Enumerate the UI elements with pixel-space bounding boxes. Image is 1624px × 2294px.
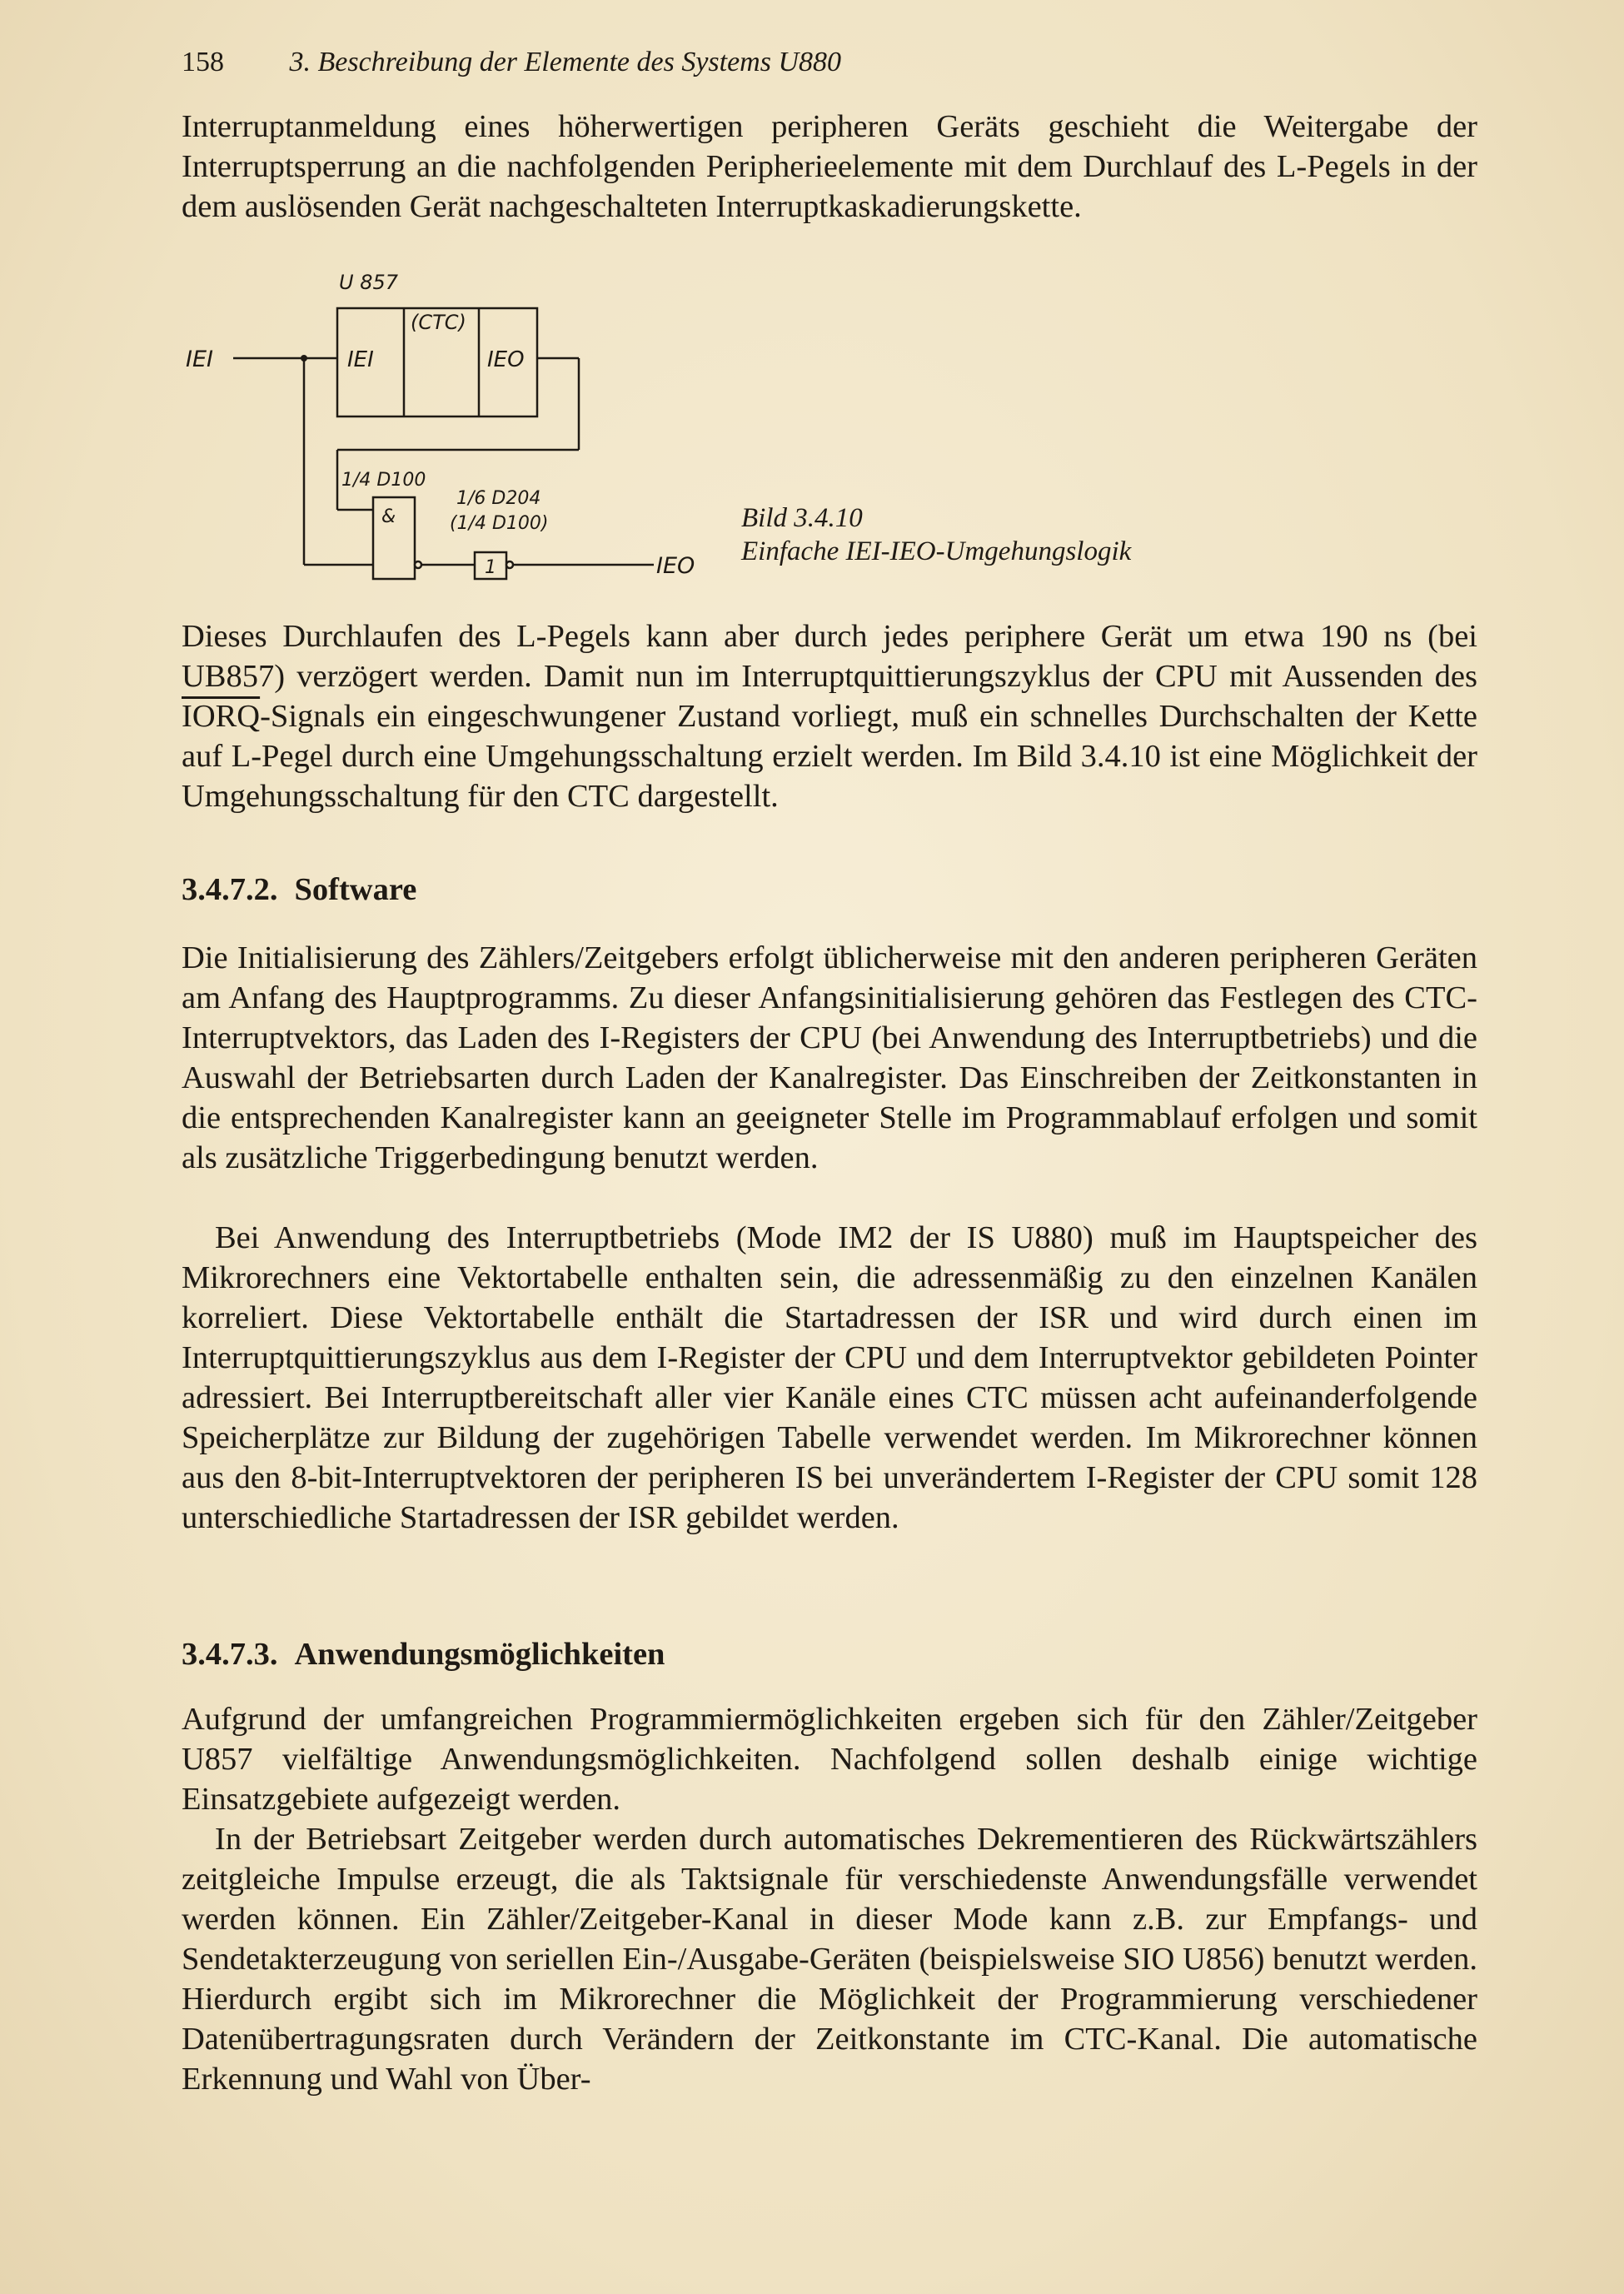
page-number: 158 bbox=[182, 47, 224, 77]
page-header bbox=[182, 47, 841, 78]
ieo-pin-label: IEO bbox=[487, 347, 525, 372]
paragraph-umgehung bbox=[182, 616, 1477, 816]
paragraph-initialisierung: Die Initialisierung des Zählers/Zeitgebers erfolgt üblicherweise mit den anderen peripheren Geräten am Anfang des Hauptprogramms. Zu dieser Anfangsinitialisierung gehören das Festlegen des CTC-Interruptvektors, das Laden des I-Registers der CPU (bei Anwendung des Interruptbetriebs) und die Auswahl der Betriebsarten durch Laden der Kanalregister. Das Einschreiben der Zeitkonstanten in die entsprechenden Kanalregister kann an geeigneter Stelle im Programmablauf erfolgen und somit als zusätzliche Triggerbedingung benutzt werden. bbox=[182, 940, 1477, 1175]
paragraph-umgehung-part2: -Signals ein eingeschwungener Zustand vorliegt, muß ein schnelles Durchschalten der Kette auf L-Pegel durch eine Umgehungsschaltung erzielt werden. Im Bild 3.4.10 ist eine Möglichkeit der Umgehungsschaltung für den CTC dargestellt. bbox=[182, 699, 1477, 814]
ieo-output-label: IEO bbox=[656, 553, 695, 579]
paragraph-anwendung-intro: Aufgrund der umfangreichen Programmiermöglichkeiten ergeben sich für den Zähler/Zeitgeber U857 vielfältige Anwendungsmöglichkeiten. Nachfolgend sollen deshalb einige wichtige Einsatzgebiete aufgezeigt werden. bbox=[182, 1702, 1477, 1817]
ctc-label: (CTC) bbox=[411, 311, 466, 334]
heading-anwendung-title: Anwendungsmöglichkeiten bbox=[294, 1637, 665, 1672]
paragraph-interruptbetrieb-text: Bei Anwendung des Interruptbetriebs (Mode IM2 der IS U880) muß im Hauptspeicher des Mikrorechners eine Vektortabelle enthalten sein, die adressenmäßig zu den einzelnen Kanälen korreliert. Diese Vektortabelle enthält die Startadressen der ISR und wird durch einen im Interruptquittierungszyklus aus dem I-Register der CPU und dem Interruptvektor gebildeten Pointer adressiert. Bei Interruptbereitschaft aller vier Kanäle eines CTC müssen acht aufeinanderfolgende Speicherplätze zur Bildung der zugehörigen Tabelle verwendet werden. Im Mikrorechner können aus den 8-bit-Interruptvektoren der peripheren IS bei unverändertem I-Register der CPU somit 128 unterschiedliche Startadressen der ISR gebildet werden. bbox=[182, 1220, 1477, 1535]
inverter-symbol: 1 bbox=[485, 557, 496, 578]
inverter-ref-alt: (1/4 D100) bbox=[450, 513, 549, 534]
intro-paragraph: Interruptanmeldung eines höherwertigen peripheren Geräts geschieht die Weitergabe der Interruptsperrung an die nachfolgenden Peripherieelemente mit dem Durchlauf des L-Pegels in der dem auslösenden Gerät nachgeschalteten Interruptkaskadierungskette. bbox=[182, 109, 1477, 224]
figure-caption bbox=[741, 501, 1131, 568]
heading-software bbox=[182, 870, 416, 910]
and-symbol: & bbox=[381, 506, 396, 527]
paragraph-umgehung-part1: Dieses Durchlaufen des L-Pegels kann aber durch jedes periphere Gerät um etwa 190 ns (bei UB857) verzögert werden. Damit nun im Interruptquittierungszyklus der CPU mit Aussenden des bbox=[182, 619, 1477, 694]
heading-anwendung-number: 3.4.7.3. bbox=[182, 1637, 278, 1672]
and-gate-ref: 1/4 D100 bbox=[341, 470, 426, 491]
paragraph-zeitgeber bbox=[182, 1819, 1477, 2099]
caption-number: Bild 3.4.10 bbox=[741, 503, 863, 533]
iei-input-label: IEI bbox=[186, 347, 213, 372]
inverter-ref: 1/6 D204 bbox=[456, 488, 541, 509]
heading-software-title: Software bbox=[294, 872, 417, 907]
iorq-signal: IORQ bbox=[182, 699, 261, 734]
heading-anwendung bbox=[182, 1634, 665, 1674]
chip-label: U 857 bbox=[339, 271, 399, 294]
running-title: 3. Beschreibung der Elemente des Systems U880 bbox=[289, 47, 842, 77]
iei-pin-label: IEI bbox=[347, 347, 374, 372]
circuit-diagram bbox=[162, 262, 737, 596]
caption-title: Einfache IEI-IEO-Umgehungslogik bbox=[741, 536, 1132, 566]
heading-software-number: 3.4.7.2. bbox=[182, 872, 278, 907]
paragraph-zeitgeber-text: In der Betriebsart Zeitgeber werden durch automatisches Dekrementieren des Rückwärtszählers zeitgleiche Impulse erzeugt, die als Taktsignale für verschiedenste Anwendungsfälle verwendet werden können. Ein Zähler/Zeitgeber-Kanal in dieser Mode kann z.B. zur Empfangs- und Sendetakterzeugung von seriellen Ein-/Ausgabe-Geräten (beispielsweise SIO U856) benutzt werden. Hierdurch ergibt sich im Mikrorechner die Möglichkeit der Programmierung verschiedener Datenübertragungsraten durch Verändern der Zeitkonstante im CTC-Kanal. Die automatische Erkennung und Wahl von Über- bbox=[182, 1822, 1477, 2097]
paragraph-interruptbetrieb bbox=[182, 1218, 1477, 1538]
